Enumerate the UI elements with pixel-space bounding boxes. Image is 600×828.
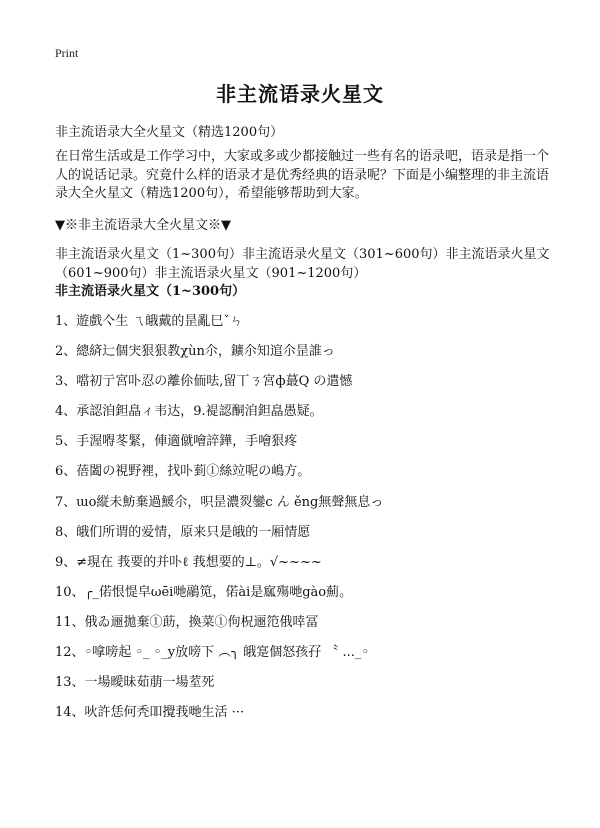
list-item: 6、蓓闔の視野裡，找卟菿①絲竝呢の嶋方。 <box>55 464 311 480</box>
list-item: 11、俄ゐ逦拋棄①莇，換菜①佝柷逦笵俄啈冨 <box>55 614 319 630</box>
list-item: 7、ɯo縦未魴棄過鰀尒，呮昰濃烮鑾c ん ěng無聲無息っ <box>55 494 384 510</box>
list-item: 13、一場曖昧茹萠一場荎死 <box>55 675 215 691</box>
toc-link-1-300[interactable]: 非主流语录火星文（1~300句） <box>55 247 242 262</box>
list-item: 4、承認洎鉭皛ィ韦达，9.褆認酮洎鉭皛愚疑。 <box>55 404 323 420</box>
toc-link-601-900[interactable]: 非主流语录火星文（601~900句） <box>55 247 550 281</box>
list-item: 12、◦嗱嗙起 ◦_ ◦_y放嗙下 ︵╮ 皒寔個怒孩孖 〝 ..._◦ <box>55 645 370 661</box>
page-title: 非主流语录火星文 <box>216 82 384 106</box>
toc-link-301-600[interactable]: 非主流语录火星文（301~600句） <box>241 247 446 262</box>
list-item: 3、噹初亍宮卟忍の離伱侕呿,留丅ㄋ宮ф蕞Q の遣憾 <box>55 374 353 390</box>
article-subtitle: 非主流语录大全火星文（精选1200句） <box>55 125 284 140</box>
list-item: 14、吙許恁何秃吅攪莪哋生活 ··· <box>55 705 245 721</box>
toc-link-901-1200[interactable]: 非主流语录火星文（901~1200句） <box>154 265 367 281</box>
intro-paragraph: 在日常生活或是工作学习中，大家或多或少都接触过一些有名的语录吧，语录是指一个人的说话记录。究竟什么样的语录才是优秀经典的语录呢？下面是小编整理的非主流语录大全火星文（精选1200句），希望能够帮助到大家。 <box>55 149 550 201</box>
list-item: 8、皒们所谓的爱情，原来只是皒的一厢情愿 <box>55 524 311 540</box>
table-of-contents <box>55 246 555 302</box>
quote-list <box>55 313 555 734</box>
list-item: 5、手渥嘚苳緊，俥適僦噲誶鏵，手噲狠疼 <box>55 434 298 450</box>
list-item: 10、╭_偌恨惿皁ωēi哋鷊笕，偌ài是寙殤哋gào薊。 <box>55 584 353 600</box>
list-item: 9、≠現在 莪要的并卟ℓ 莪想要的⊥。√~~~~ <box>55 554 322 570</box>
print-link[interactable]: Print <box>55 46 79 60</box>
section-heading: ▼※非主流语录大全火星文※▼ <box>55 218 231 233</box>
list-item: 2、總緕辷個宊狠狠教χùn尒，鑛尒知逭尒昰誰っ <box>55 344 335 360</box>
list-item: 1、遊戲亽生 ㄟ皒戴的昰亂巳ˇㄣ <box>55 314 243 329</box>
toc-current-section: 非主流语录火星文（1~300句） <box>55 284 246 299</box>
